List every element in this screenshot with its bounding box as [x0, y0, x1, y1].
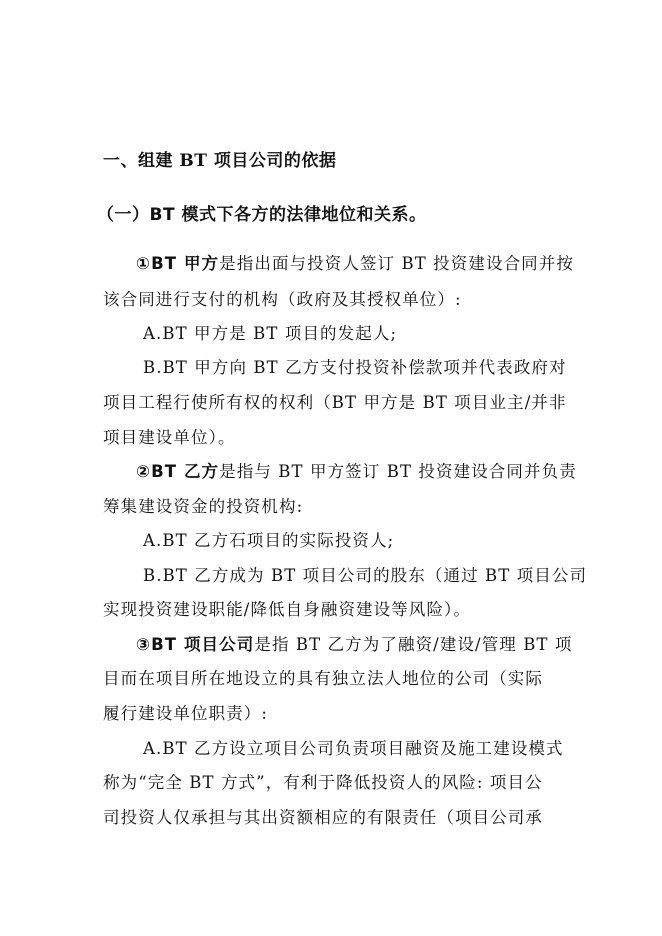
paragraph-bt-project-company-line-1	[136, 631, 573, 655]
list-item-party-b-b-line-1: B.BT 乙方成为 BT 项目公司的股东（通过 BT 项目公司	[143, 566, 588, 585]
term-bt-party-a: ①BT 甲方	[136, 254, 220, 273]
list-item-party-a-b-line-2: 项目工程行使所有权的权利（BT 甲方是 BT 项目业主/并非	[103, 393, 567, 412]
list-item-party-a-a: A.BT 甲方是 BT 项目的发起人;	[143, 324, 398, 343]
list-item-party-a-b-line-1: B.BT 甲方向 BT 乙方支付投资补偿款项并代表政府对	[143, 358, 567, 377]
list-item-party-b-a: A.BT 乙方石项目的实际投资人;	[143, 531, 395, 550]
paragraph-bt-party-b-line-1	[136, 458, 577, 482]
paragraph-bt-party-b-line-2: 筹集建设资金的投资机构:	[103, 497, 304, 516]
paragraph-bt-project-company-line-2: 目而在项目所在地设立的具有独立法人地位的公司（实际	[103, 669, 543, 688]
definition-text: 是指 BT 乙方为了融资/建设/管理 BT 项	[254, 635, 573, 654]
term-bt-project-company: ③BT 项目公司	[136, 635, 255, 654]
paragraph-bt-party-a-line-2: 该合同进行支付的机构（政府及其授权单位）:	[103, 290, 462, 309]
list-item-company-a-line-2: 称为“完全 BT 方式”，有利于降低投资人的风险: 项目公	[103, 773, 543, 792]
list-item-company-a-line-3: 司投资人仅承担与其出资额相应的有限责任（项目公司承	[103, 808, 543, 827]
list-item-party-b-b-line-2: 实现投资建设职能/降低自身融资建设等风险）。	[103, 600, 472, 619]
paragraph-bt-project-company-line-3: 履行建设单位职责）:	[103, 704, 269, 723]
section-heading: 一、组建 BT 项目公司的依据	[103, 151, 337, 171]
paragraph-bt-party-a-line-1	[136, 250, 574, 274]
list-item-party-a-b-line-3: 项目建设单位）。	[103, 428, 236, 447]
definition-text: 是指与 BT 甲方签订 BT 投资建设合同并负责	[219, 462, 577, 481]
list-item-company-a-line-1: A.BT 乙方设立项目公司负责项目融资及施工建设模式	[143, 739, 564, 758]
definition-text: 是指出面与投资人签订 BT 投资建设合同并按	[219, 254, 574, 273]
subsection-heading: （一）BT 模式下各方的法律地位和关系。	[97, 205, 427, 225]
term-bt-party-b: ②BT 乙方	[136, 462, 220, 481]
